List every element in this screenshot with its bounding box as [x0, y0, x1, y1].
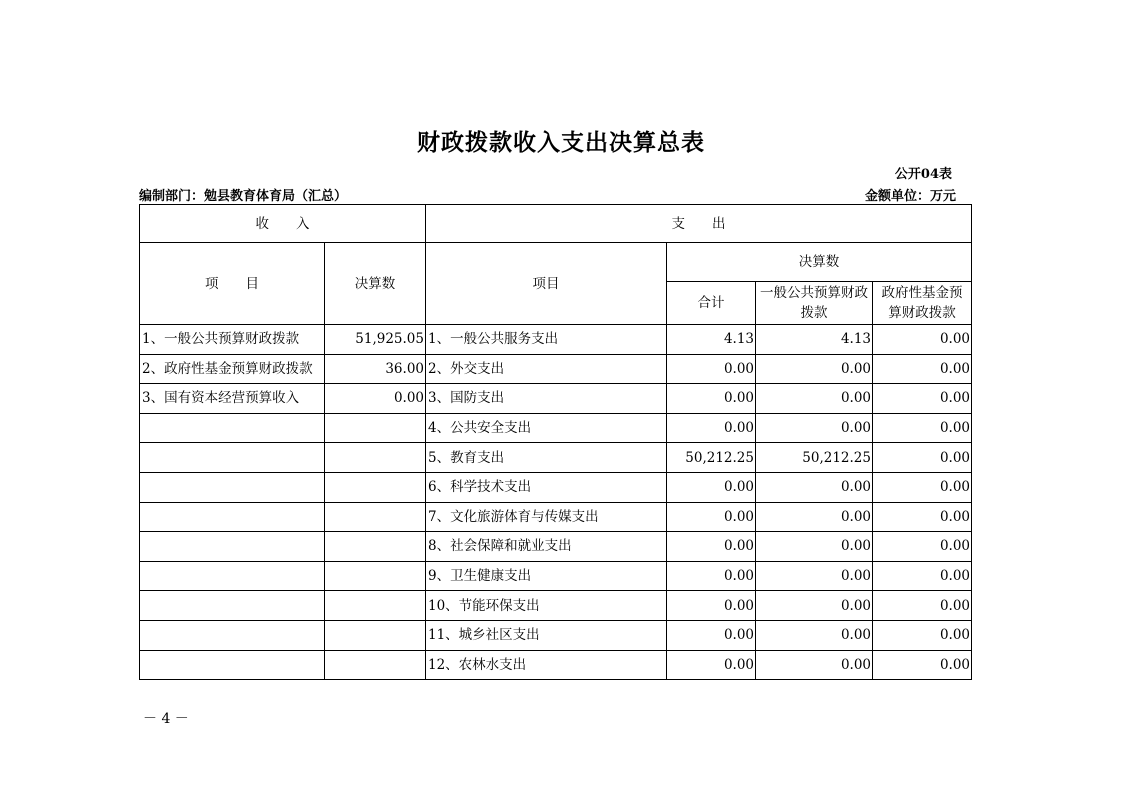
expense-item-cell: 9、卫生健康支出: [426, 561, 667, 591]
expense-final-header: 决算数: [667, 243, 972, 282]
expense-item-cell: 10、节能环保支出: [426, 591, 667, 621]
gov-fund-cell: 0.00: [873, 502, 972, 532]
table-row: [140, 472, 972, 502]
expense-item-cell: 1、一般公共服务支出: [426, 325, 667, 355]
expense-item-cell: 6、科学技术支出: [426, 472, 667, 502]
general-budget-cell: 0.00: [756, 413, 873, 443]
table-row: [140, 413, 972, 443]
expense-item-cell: 11、城乡社区支出: [426, 620, 667, 650]
general-budget-cell: 0.00: [756, 532, 873, 562]
gov-fund-header: 政府性基金预算财政拨款: [873, 282, 972, 325]
general-budget-cell: 0.00: [756, 502, 873, 532]
table-row: [140, 325, 972, 355]
gov-fund-cell: 0.00: [873, 354, 972, 384]
expense-item-cell: 8、社会保障和就业支出: [426, 532, 667, 562]
total-cell: 4.13: [667, 325, 756, 355]
income-amount-cell: [325, 620, 426, 650]
table-row: [140, 591, 972, 621]
table-row: [140, 354, 972, 384]
total-cell: 0.00: [667, 561, 756, 591]
expense-header: 支 出: [426, 205, 972, 243]
total-cell: 0.00: [667, 591, 756, 621]
general-budget-cell: 0.00: [756, 591, 873, 621]
income-item-cell: [140, 532, 325, 562]
total-cell: 0.00: [667, 384, 756, 414]
expense-item-cell: 7、文化旅游体育与传媒支出: [426, 502, 667, 532]
gov-fund-cell: 0.00: [873, 532, 972, 562]
gov-fund-cell: 0.00: [873, 384, 972, 414]
income-amount-cell: [325, 650, 426, 680]
income-amount-cell: [325, 532, 426, 562]
income-header: 收 入: [140, 205, 426, 243]
general-budget-cell: 0.00: [756, 354, 873, 384]
total-cell: 0.00: [667, 650, 756, 680]
general-budget-cell: 0.00: [756, 620, 873, 650]
expense-item-header: 项目: [426, 243, 667, 325]
general-budget-header: 一般公共预算财政拨款: [756, 282, 873, 325]
general-budget-cell: 0.00: [756, 472, 873, 502]
income-item-cell: [140, 650, 325, 680]
income-item-cell: [140, 502, 325, 532]
document-title: 财政拨款收入支出决算总表: [417, 129, 705, 156]
income-amount-cell: [325, 413, 426, 443]
department-label: 编制部门：勉县教育体育局（汇总）: [139, 189, 348, 204]
gov-fund-cell: 0.00: [873, 325, 972, 355]
gov-fund-cell: 0.00: [873, 591, 972, 621]
total-cell: 0.00: [667, 532, 756, 562]
total-header: 合计: [667, 282, 756, 325]
gov-fund-cell: 0.00: [873, 413, 972, 443]
general-budget-cell: 4.13: [756, 325, 873, 355]
income-amount-cell: [325, 443, 426, 473]
income-amount-cell: [325, 561, 426, 591]
income-item-cell: [140, 561, 325, 591]
table-row: [140, 650, 972, 680]
income-amount-cell: [325, 502, 426, 532]
total-cell: 0.00: [667, 354, 756, 384]
income-amount-header: 决算数: [325, 243, 426, 325]
expense-item-cell: 3、国防支出: [426, 384, 667, 414]
form-number: 公开04表: [894, 167, 952, 182]
general-budget-cell: 0.00: [756, 561, 873, 591]
general-budget-cell: 50,212.25: [756, 443, 873, 473]
total-cell: 0.00: [667, 620, 756, 650]
income-item-header: 项 目: [140, 243, 325, 325]
header-row-top: [140, 205, 972, 243]
expense-item-cell: 12、农林水支出: [426, 650, 667, 680]
table-row: [140, 502, 972, 532]
table-row: [140, 443, 972, 473]
header-row-mid: [140, 243, 972, 282]
income-amount-cell: [325, 472, 426, 502]
general-budget-cell: 0.00: [756, 384, 873, 414]
general-budget-cell: 0.00: [756, 650, 873, 680]
total-cell: 0.00: [667, 472, 756, 502]
income-item-cell: [140, 443, 325, 473]
table-row: [140, 620, 972, 650]
expense-item-cell: 4、公共安全支出: [426, 413, 667, 443]
income-item-cell: [140, 591, 325, 621]
table-row: [140, 532, 972, 562]
amount-unit-label: 金额单位：万元: [864, 189, 956, 204]
total-cell: 50,212.25: [667, 443, 756, 473]
expense-item-cell: 2、外交支出: [426, 354, 667, 384]
income-amount-cell: 36.00: [325, 354, 426, 384]
income-item-cell: 1、一般公共预算财政拨款: [140, 325, 325, 355]
total-cell: 0.00: [667, 413, 756, 443]
income-item-cell: [140, 620, 325, 650]
gov-fund-cell: 0.00: [873, 443, 972, 473]
budget-table: [139, 204, 972, 680]
income-item-cell: [140, 472, 325, 502]
gov-fund-cell: 0.00: [873, 472, 972, 502]
total-cell: 0.00: [667, 502, 756, 532]
income-amount-cell: [325, 591, 426, 621]
gov-fund-cell: 0.00: [873, 561, 972, 591]
table-row: [140, 384, 972, 414]
income-item-cell: [140, 413, 325, 443]
income-amount-cell: 51,925.05: [325, 325, 426, 355]
table-row: [140, 561, 972, 591]
gov-fund-cell: 0.00: [873, 620, 972, 650]
gov-fund-cell: 0.00: [873, 650, 972, 680]
income-amount-cell: 0.00: [325, 384, 426, 414]
income-item-cell: 3、国有资本经营预算收入: [140, 384, 325, 414]
page-number: － 4 －: [143, 711, 189, 727]
income-item-cell: 2、政府性基金预算财政拨款: [140, 354, 325, 384]
expense-item-cell: 5、教育支出: [426, 443, 667, 473]
